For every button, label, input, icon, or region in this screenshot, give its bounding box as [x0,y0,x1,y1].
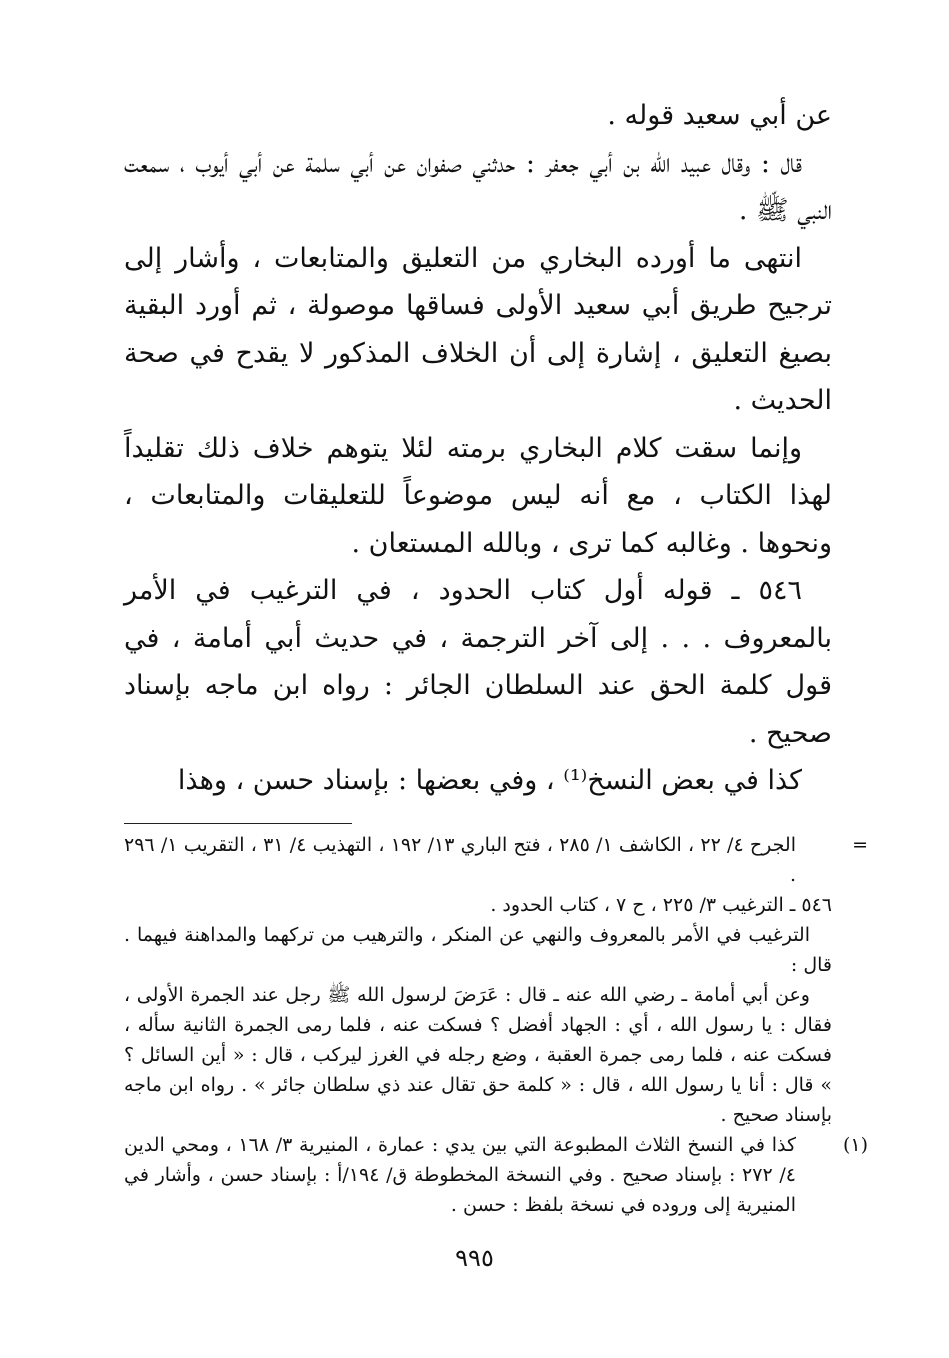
footnote-continuation [124,830,868,890]
footnotes [124,830,868,1220]
paragraph-4: وإنما سقت كلام البخاري برمته لئلا يتوهم خلاف ذلك تقليداً لهذا الكتاب ، مع أنه ليس موضوعاً للتعليقات والمتابعات ، ونحوها . وغالبه كما ترى ، وبالله المستعان . [124,432,832,559]
paragraph-5: ٥٤٦ ـ قوله أول كتاب الحدود ، في الترغيب في الأمر بالمعروف . . . إلى آخر الترجمة ، في حديث أبي أمامة ، في قول كلمة الحق عند السلطان الجائر : رواه ابن ماجه بإسناد صحيح . [124,575,832,749]
paragraph-2: قال : وقال عبيد الله بن أبي جعفر : حدثني صفوان عن أبي سلمة عن أبي أيوب ، سمعت النبي ﷺ . [124,147,832,226]
footnote-546-title: الترغيب في الأمر بالمعروف والنهي عن المنكر ، والترهيب من تركهما والمداهنة فيهما . قال : [124,923,832,976]
main-text [124,92,832,805]
continuation-text: الجرح ٤/ ٢٢ ، الكاشف ١/ ٢٨٥ ، فتح الباري ١٣/ ١٩٢ ، التهذيب ٤/ ٣١ ، التقريب ١/ ٢٩٦ . [124,833,796,886]
footnote-546-head: ٥٤٦ ـ الترغيب ٣/ ٢٢٥ ، ح ٧ ، كتاب الحدود . [490,893,832,916]
paragraph-1: عن أبي سعيد قوله . [607,100,832,131]
continuation-mark: = [852,833,868,856]
footnote-1 [124,1130,868,1220]
paragraph-6: كذا في بعض النسخ⁽¹⁾ ، وفي بعضها : بإسناد حسن ، وهذا [177,765,802,796]
footnote-546-text: وعن أبي أمامة ـ رضي الله عنه ـ قال : عَرَضَ لرسول الله ﷺ رجل عند الجمرة الأولى ، فقال : يا رسول الله ، أي : الجهاد أفضل ؟ فسكت عنه ، فلما رمى الجمرة الثانية سأله ، فسكت عنه ، فلما رمى جمرة العقبة ، وضع رجله في الغرز ليركب ، قال : « أين السائل ؟ » قال : أنا يا رسول الله ، قال : « كلمة حق تقال عند ذي سلطان جائر » . رواه ابن ماجه بإسناد صحيح . [124,983,832,1126]
footnote-1-mark: (١) [842,1133,868,1156]
page-body [124,92,868,1292]
footnote-1-text: كذا في النسخ الثلاث المطبوعة التي بين يدي : عمارة ، المنيرية ٣/ ١٦٨ ، ومحي الدين ٤/ ٢٧٢ : بإسناد صحيح . وفي النسخة المخطوطة ق/ ١٩٤/أ : بإسناد حسن ، وأشار في المنيرية إلى وروده في نسخة بلفظ : حسن . [124,1133,796,1216]
page-number: ٩٩٥ [455,1244,494,1272]
paragraph-3: انتهى ما أورده البخاري من التعليق والمتابعات ، وأشار إلى ترجيح طريق أبي سعيد الأولى فساقها موصولة ، ثم أورد البقية بصيغ التعليق ، إشارة إلى أن الخلاف المذكور لا يقدح في صحة الحديث . [124,242,832,416]
footnote-divider [124,823,352,824]
